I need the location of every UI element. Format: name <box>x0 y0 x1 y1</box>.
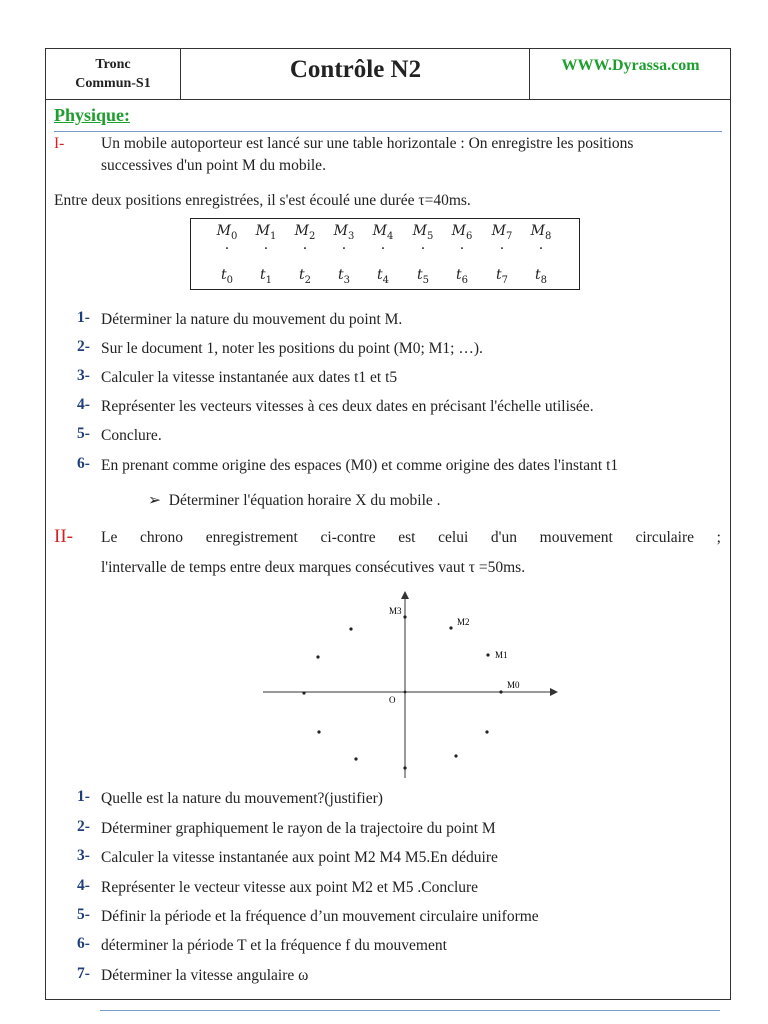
table-position-1: $M_1$ <box>255 223 277 242</box>
question-text: Calculer la vitesse instantanée aux point M2 M4 M5.En déduire <box>101 849 498 866</box>
question-text: Représenter le vecteur vitesse aux point M2 et M5 .Conclure <box>101 879 479 896</box>
table-dot: · <box>263 241 269 257</box>
question-text: Déterminer la vitesse angulaire ω <box>101 967 309 984</box>
question-number: 6- <box>77 935 90 952</box>
part1-intro-line2: successives d'un point M du mobile. <box>101 157 326 174</box>
part2-intro-line1: Le chrono enregistrement ci-contre est celui d'un mouvement circulaire ; <box>101 529 721 546</box>
question-number: 7- <box>77 965 90 982</box>
question-number: 3- <box>77 847 90 864</box>
label-origin: O <box>389 695 396 705</box>
question-number: 5- <box>77 425 90 442</box>
table-position-6: $M_6$ <box>451 223 473 242</box>
arrow-bullet-icon: ➢ <box>148 492 161 509</box>
table-time-3: $t_3$ <box>337 267 350 286</box>
mark <box>403 766 406 769</box>
table-position-8: $M_8$ <box>530 223 552 242</box>
mark <box>454 754 457 757</box>
question-text: Calculer la vitesse instantanée aux dates t1 et t5 <box>101 369 398 386</box>
table-dot: · <box>224 241 230 257</box>
class-line2: Commun-S1 <box>75 76 151 91</box>
class-line1: Tronc <box>95 57 131 72</box>
question-text: Déterminer la nature du mouvement du point M. <box>101 311 403 328</box>
mark-m3 <box>403 615 406 618</box>
table-dot: · <box>459 241 465 257</box>
question-number: 5- <box>77 906 90 923</box>
table-dot: · <box>341 241 347 257</box>
table-dot: · <box>380 241 386 257</box>
mark-m1 <box>486 653 489 656</box>
part2-intro-line2: l'intervalle de temps entre deux marques consécutives vaut τ =50ms. <box>101 559 526 576</box>
label-m1: M1 <box>495 650 508 660</box>
divider <box>54 131 722 132</box>
label-m2: M2 <box>457 617 470 627</box>
table-time-1: $t_1$ <box>259 267 272 286</box>
origin-mark <box>404 691 407 694</box>
page-title: Contrôle N2 <box>182 49 530 99</box>
part1-intro-line1: Un mobile autoporteur est lancé sur une table horizontale : On enregistre les positions <box>101 135 634 152</box>
part1-duration: Entre deux positions enregistrées, il s'est écoulé une durée τ=40ms. <box>54 192 471 209</box>
question-number: 1- <box>77 309 90 326</box>
class-cell <box>46 49 181 99</box>
table-position-2: $M_2$ <box>294 223 316 242</box>
table-time-2: $t_2$ <box>298 267 311 286</box>
question-text: Définir la période et la fréquence d’un mouvement circulaire uniforme <box>101 908 539 925</box>
site-link[interactable]: WWW.Dyrassa.com <box>561 57 700 74</box>
table-position-4: $M_4$ <box>372 223 394 242</box>
positions-table <box>190 218 580 290</box>
question-number: 2- <box>77 818 90 835</box>
mark <box>302 691 305 694</box>
mark <box>485 730 488 733</box>
mark-m0 <box>499 690 502 693</box>
table-time-8: $t_8$ <box>534 267 547 286</box>
table-time-0: $t_0$ <box>220 267 233 286</box>
part1-label: I- <box>54 135 65 152</box>
label-m0: M0 <box>507 680 520 690</box>
question-number: 2- <box>77 338 90 355</box>
bullet-text: Déterminer l'équation horaire X du mobile . <box>168 492 441 509</box>
question-number: 3- <box>77 367 90 384</box>
footer-divider <box>100 1010 720 1011</box>
question-text: Sur le document 1, noter les positions du point (M0; M1; …). <box>101 340 483 357</box>
table-position-3: $M_3$ <box>333 223 355 242</box>
table-position-5: $M_5$ <box>412 223 434 242</box>
table-time-5: $t_5$ <box>416 267 429 286</box>
question-text: Représenter les vecteurs vitesses à ces deux dates en précisant l'échelle utilisée. <box>101 398 594 415</box>
question-text: déterminer la période T et la fréquence f du mouvement <box>101 937 447 954</box>
part2-label: II- <box>54 526 73 547</box>
header-table <box>46 49 730 100</box>
mark <box>349 627 352 630</box>
question-text: Conclure. <box>101 427 162 444</box>
question-text: Quelle est la nature du mouvement?(justifier) <box>101 790 383 807</box>
table-dot: · <box>420 241 426 257</box>
question-number: 4- <box>77 877 90 894</box>
mark <box>354 757 357 760</box>
table-time-6: $t_6$ <box>455 267 468 286</box>
table-time-4: $t_4$ <box>376 267 389 286</box>
question-number: 6- <box>77 455 90 472</box>
table-position-0: $M_0$ <box>216 223 238 242</box>
bullet-item <box>148 490 441 511</box>
table-dot: · <box>499 241 505 257</box>
table-dot: · <box>302 241 308 257</box>
question-number: 4- <box>77 396 90 413</box>
mark <box>316 655 319 658</box>
question-number: 1- <box>77 788 90 805</box>
section-title: Physique: <box>54 105 131 125</box>
table-dot: · <box>538 241 544 257</box>
question-text: En prenant comme origine des espaces (M0) et comme origine des dates l'instant t1 <box>101 457 619 474</box>
table-time-7: $t_7$ <box>495 267 508 286</box>
label-m3: M3 <box>389 606 402 616</box>
mark <box>317 730 320 733</box>
circular-recording-figure <box>255 590 565 780</box>
table-position-7: $M_7$ <box>491 223 513 242</box>
question-text: Déterminer graphiquement le rayon de la trajectoire du point M <box>101 820 496 837</box>
mark-m2 <box>449 626 452 629</box>
